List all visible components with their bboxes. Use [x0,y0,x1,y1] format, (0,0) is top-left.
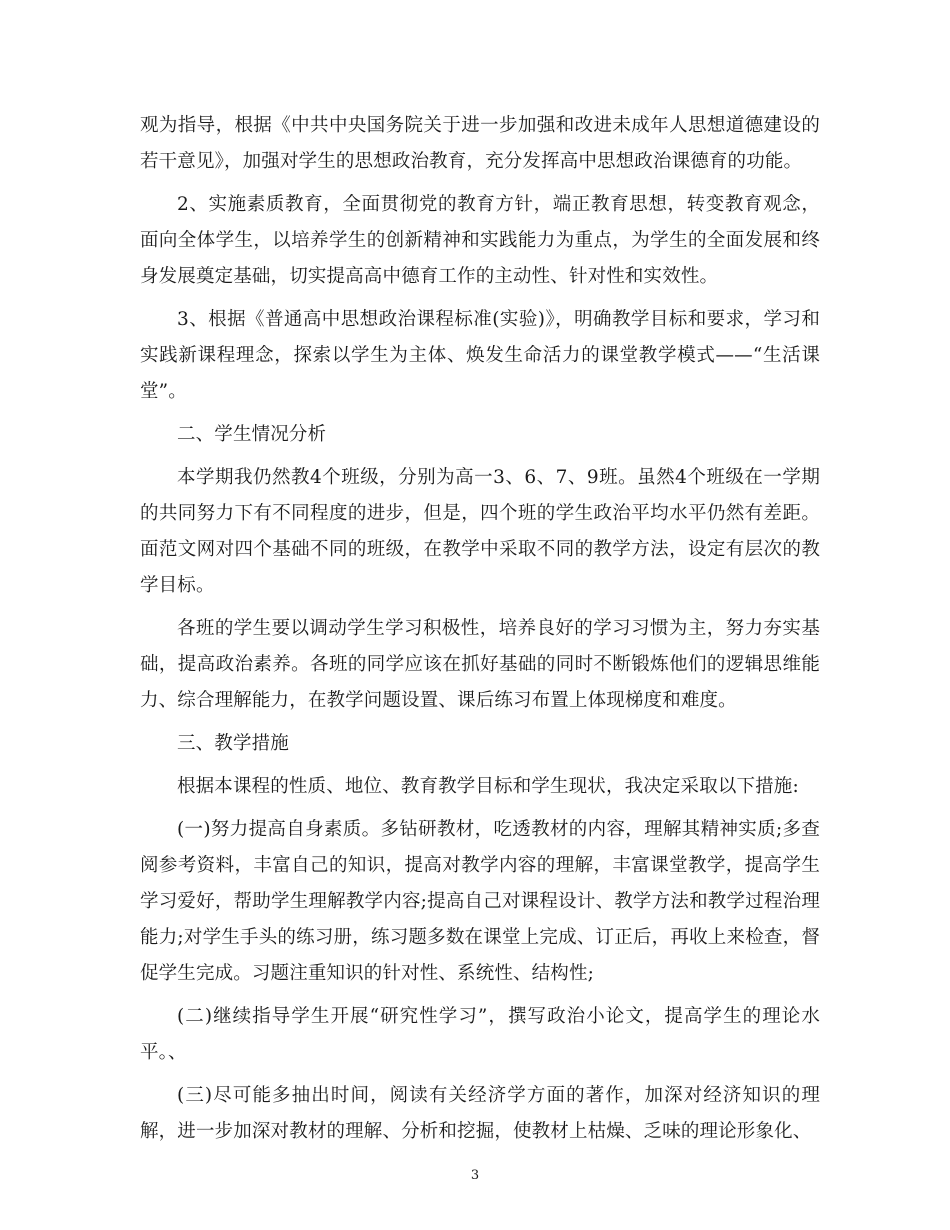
section-heading-student-analysis: 二、学生情况分析 [177,424,327,445]
paragraph-8: 根据本课程的性质、地位、教育教学目标和学生现状，我决定采取以下措施: [177,776,799,797]
paragraph-11: (三)尽可能多抽出时间，阅读有关经济学方面的著作，加深对经济知识的理解，进一步加深对教材的理解、分析和挖掘，使教材上枯燥、乏味的理论形象化、 [140,1085,820,1142]
paragraph-1: 观为指导，根据《中共中央国务院关于进一步加强和改进未成年人思想道德建设的若干意见》，加强对学生的思想政治教育，充分发挥高中思想政治课德育的功能。 [140,115,820,172]
paragraph-10: (二)继续指导学生开展“研究性学习”，撰写政治小论文，提高学生的理论水平。、 [140,1006,820,1063]
paragraph-6: 各班的学生要以调动学生学习积极性，培养良好的学习习惯为主，努力夯实基础，提高政治素养。各班的同学应该在抓好基础的同时不断锻炼他们的逻辑思维能力、综合理解能力，在教学问题设置、课后练习布置上体现梯度和难度。 [140,618,820,711]
paragraph-3: 3、根据《普通高中思想政治课程标准(实验)》，明确教学目标和要求，学习和实践新课程理念，探索以学生为主体、焕发生命活力的课堂教学模式——“生活课堂”。 [140,309,820,402]
document-body [140,108,820,1157]
paragraph-9: (一)努力提高自身素质。多钻研教材，吃透教材的内容，理解其精神实质;多查阅参考资料，丰富自己的知识，提高对教学内容的理解，丰富课堂教学，提高学生学习爱好，帮助学生理解教学内容;提高自己对课程设计、教学方法和教学过程治理能力;对学生手头的练习册，练习题多数在课堂上完成、订正后，再收上来检查，督促学生完成。习题注重知识的针对性、系统性、结构性; [140,819,820,984]
page-number: 3 [470,1168,480,1183]
section-heading-teaching-measures: 三、教学措施 [177,733,289,754]
paragraph-2: 2、实施素质教育，全面贯彻党的教育方针，端正教育思想，转变教育观念，面向全体学生，以培养学生的创新精神和实践能力为重点，为学生的全面发展和终身发展奠定基础，切实提高高中德育工作的主动性、针对性和实效性。 [140,194,820,287]
paragraph-5: 本学期我仍然教4个班级，分别为高一3、6、7、9班。虽然4个班级在一学期的共同努力下有不同程度的进步，但是，四个班的学生政治平均水平仍然有差距。面范文网对四个基础不同的班级，在教学中采取不同的教学方法，设定有层次的教学目标。 [140,467,820,596]
